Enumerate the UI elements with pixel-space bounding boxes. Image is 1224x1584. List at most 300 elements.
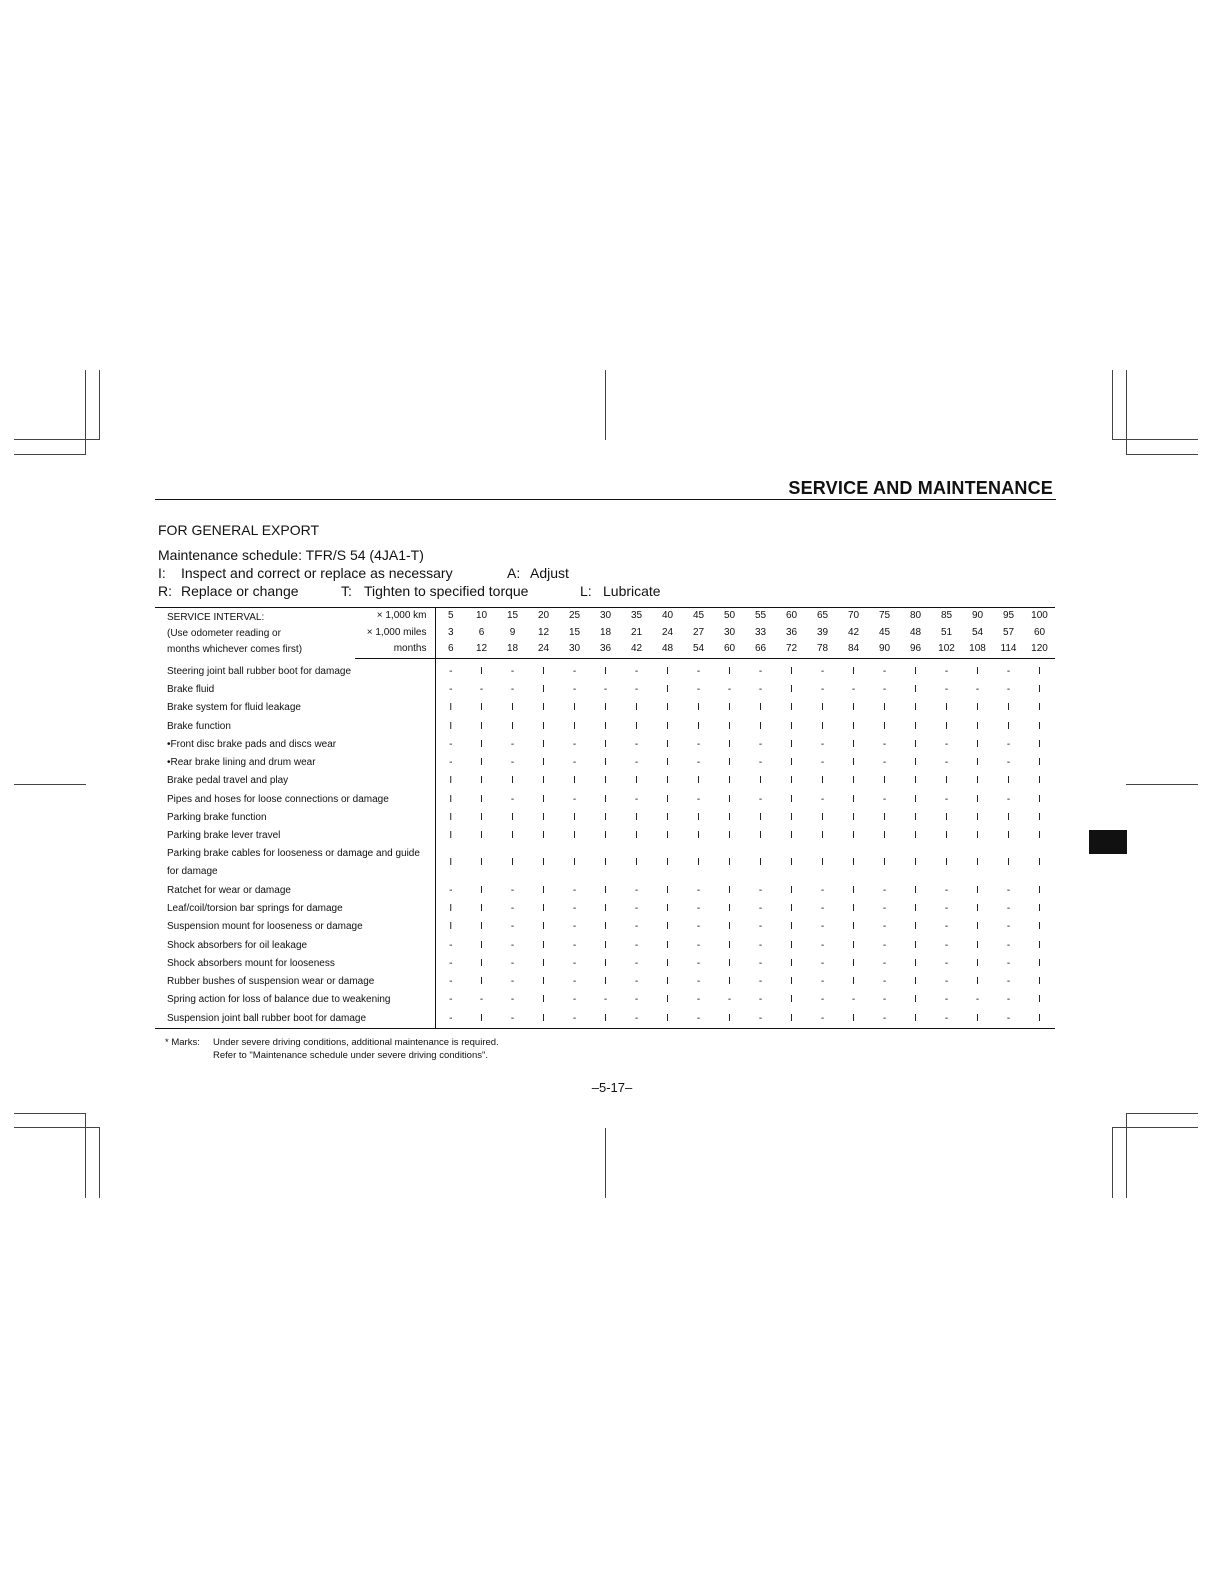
schedule-mark: I: [1038, 976, 1041, 988]
item-label: Parking brake function: [155, 809, 435, 827]
table-row: [155, 736, 1055, 754]
schedule-mark: I: [449, 775, 453, 787]
schedule-mark: I: [976, 757, 979, 769]
schedule-mark: -: [1006, 939, 1011, 951]
schedule-mark: I: [542, 1012, 545, 1024]
schedule-mark: I: [635, 812, 638, 824]
interval-miles-cell: 42: [847, 626, 860, 638]
schedule-mark: -: [479, 683, 484, 695]
interval-miles-cell: 48: [909, 626, 922, 638]
interval-miles-cell: 57: [1002, 626, 1015, 638]
schedule-mark: I: [1038, 830, 1041, 842]
table-row: [155, 900, 1055, 918]
schedule-mark: -: [572, 994, 577, 1006]
schedule-mark: I: [728, 738, 731, 750]
schedule-mark: I: [790, 976, 793, 988]
schedule-mark: I: [945, 830, 948, 842]
table-row: [155, 845, 1055, 881]
schedule-mark: -: [758, 757, 763, 769]
schedule-mark: I: [480, 702, 483, 714]
interval-months-cell: 42: [621, 641, 652, 658]
schedule-mark: -: [696, 757, 701, 769]
schedule-mark: I: [976, 720, 979, 732]
item-label: Shock absorbers for oil leakage: [155, 936, 435, 954]
schedule-mark: -: [820, 884, 825, 896]
schedule-mark: I: [1038, 994, 1041, 1006]
schedule-mark: I: [542, 902, 545, 914]
schedule-mark: -: [510, 902, 515, 914]
schedule-mark: I: [728, 757, 731, 769]
schedule-mark: I: [821, 857, 824, 869]
schedule-mark: I: [449, 720, 453, 732]
schedule-mark: -: [758, 1012, 763, 1024]
schedule-mark: I: [604, 738, 607, 750]
interval-km-cell: 40: [661, 610, 674, 622]
schedule-mark: I: [697, 775, 700, 787]
schedule-mark: -: [758, 939, 763, 951]
schedule-mark: I: [542, 994, 545, 1006]
schedule-mark: I: [1038, 775, 1041, 787]
schedule-mark: I: [976, 857, 979, 869]
schedule-mark: I: [790, 757, 793, 769]
schedule-mark: I: [480, 1012, 483, 1024]
schedule-mark: I: [604, 921, 607, 933]
schedule-mark: I: [542, 757, 545, 769]
crop-mark: [1112, 370, 1113, 440]
schedule-mark: I: [697, 812, 700, 824]
legend-text: Replace or change: [181, 583, 299, 599]
schedule-mark: I: [480, 775, 483, 787]
schedule-mark: -: [572, 939, 577, 951]
schedule-mark: -: [449, 665, 453, 677]
interval-miles-cell: 15: [568, 626, 581, 638]
schedule-mark: -: [572, 738, 577, 750]
schedule-mark: I: [666, 921, 669, 933]
interval-miles-cell: 18: [599, 626, 612, 638]
legend-text: Tighten to specified torque: [364, 583, 529, 599]
schedule-mark: I: [511, 702, 514, 714]
schedule-mark: I: [976, 884, 979, 896]
schedule-mark: I: [635, 775, 638, 787]
schedule-mark: -: [634, 902, 639, 914]
item-label: Brake system for fluid leakage: [155, 699, 435, 717]
schedule-mark: I: [728, 884, 731, 896]
schedule-mark: I: [914, 702, 917, 714]
schedule-mark: -: [758, 976, 763, 988]
schedule-mark: -: [572, 976, 577, 988]
schedule-mark: I: [728, 775, 731, 787]
legend-tighten: [341, 583, 528, 599]
schedule-mark: -: [882, 738, 887, 750]
schedule-mark: I: [790, 902, 793, 914]
crop-mark: [605, 1128, 606, 1198]
region-heading: FOR GENERAL EXPORT: [158, 522, 320, 538]
schedule-mark: I: [976, 976, 979, 988]
schedule-mark: I: [542, 683, 545, 695]
crop-mark: [85, 1113, 86, 1198]
schedule-mark: -: [449, 994, 453, 1006]
interval-months-cell: 60: [714, 641, 745, 658]
schedule-mark: I: [976, 665, 979, 677]
schedule-mark: I: [697, 702, 700, 714]
schedule-mark: -: [820, 738, 825, 750]
schedule-mark: -: [1006, 976, 1011, 988]
schedule-mark: -: [696, 994, 701, 1006]
schedule-mark: I: [480, 902, 483, 914]
schedule-mark: I: [542, 939, 545, 951]
schedule-mark: I: [573, 720, 576, 732]
schedule-mark: I: [604, 830, 607, 842]
schedule-mark: -: [758, 683, 763, 695]
schedule-mark: -: [1006, 683, 1011, 695]
interval-km-cell: 100: [1031, 610, 1048, 622]
unit-label: × 1,000 km: [355, 608, 435, 625]
table-row: [155, 699, 1055, 717]
schedule-mark: -: [758, 902, 763, 914]
interval-months-cell: 96: [900, 641, 931, 658]
schedule-mark: -: [1006, 921, 1011, 933]
schedule-mark: I: [759, 720, 762, 732]
interval-label-line: (Use odometer reading or: [167, 628, 281, 639]
legend-lubricate: [580, 583, 661, 599]
schedule-mark: I: [511, 720, 514, 732]
schedule-mark: I: [604, 902, 607, 914]
interval-km-cell: 10: [475, 610, 488, 622]
schedule-mark: -: [758, 884, 763, 896]
item-label: Suspension joint ball rubber boot for damage: [155, 1010, 435, 1029]
schedule-mark: I: [480, 939, 483, 951]
section-title: SERVICE AND MAINTENANCE: [788, 478, 1053, 498]
schedule-mark: -: [696, 939, 701, 951]
schedule-mark: I: [852, 1012, 855, 1024]
schedule-mark: I: [1038, 957, 1041, 969]
interval-months-cell: 12: [466, 641, 497, 658]
schedule-mark: I: [1007, 720, 1010, 732]
schedule-mark: I: [852, 720, 855, 732]
schedule-mark: -: [758, 793, 763, 805]
schedule-mark: I: [573, 702, 576, 714]
schedule-mark: -: [696, 1012, 701, 1024]
interval-months-cell: 120: [1024, 641, 1055, 658]
interval-miles-cell: 6: [478, 626, 485, 638]
schedule-mark: -: [449, 939, 453, 951]
schedule-mark: I: [914, 683, 917, 695]
crop-mark: [85, 370, 86, 455]
schedule-mark: I: [604, 976, 607, 988]
schedule-mark: -: [510, 957, 515, 969]
interval-miles-cell: 3: [447, 626, 454, 638]
schedule-mark: -: [449, 683, 453, 695]
schedule-mark: I: [1038, 857, 1041, 869]
crop-mark: [99, 1127, 100, 1198]
schedule-mark: -: [510, 884, 515, 896]
schedule-mark: I: [945, 720, 948, 732]
schedule-mark: I: [1007, 857, 1010, 869]
schedule-mark: -: [820, 683, 825, 695]
schedule-mark: I: [1038, 665, 1041, 677]
schedule-mark: I: [852, 775, 855, 787]
schedule-mark: I: [852, 857, 855, 869]
footnote-line2: Refer to "Maintenance schedule under severe driving conditions".: [213, 1050, 489, 1061]
schedule-mark: I: [542, 775, 545, 787]
schedule-mark: I: [1038, 812, 1041, 824]
schedule-mark: I: [604, 812, 607, 824]
schedule-mark: I: [480, 757, 483, 769]
schedule-mark: I: [883, 857, 886, 869]
interval-km-cell: 25: [568, 610, 581, 622]
schedule-mark: I: [604, 775, 607, 787]
schedule-mark: I: [976, 1012, 979, 1024]
schedule-mark: I: [480, 976, 483, 988]
schedule-mark: I: [666, 738, 669, 750]
schedule-mark: -: [758, 957, 763, 969]
schedule-mark: -: [820, 902, 825, 914]
interval-months-cell: 30: [559, 641, 590, 658]
schedule-mark: -: [572, 884, 577, 896]
schedule-mark: -: [851, 994, 856, 1006]
table-row: [155, 717, 1055, 735]
interval-miles-cell: 21: [630, 626, 643, 638]
interval-km-cell: 5: [447, 610, 454, 622]
schedule-mark: I: [542, 830, 545, 842]
schedule-mark: I: [604, 857, 607, 869]
schedule-mark: I: [852, 902, 855, 914]
schedule-mark: I: [976, 793, 979, 805]
table-row: [155, 973, 1055, 991]
schedule-mark: -: [882, 683, 887, 695]
schedule-mark: -: [882, 939, 887, 951]
schedule-mark: -: [510, 921, 515, 933]
schedule-mark: -: [634, 738, 639, 750]
schedule-mark: -: [758, 921, 763, 933]
schedule-mark: I: [914, 738, 917, 750]
schedule-mark: I: [573, 857, 576, 869]
schedule-mark: I: [759, 812, 762, 824]
table-row: [155, 809, 1055, 827]
schedule-mark: I: [666, 665, 669, 677]
schedule-mark: I: [604, 757, 607, 769]
schedule-mark: I: [945, 702, 948, 714]
interval-months-cell: 102: [931, 641, 962, 658]
crop-mark: [1126, 454, 1198, 455]
schedule-mark: I: [666, 902, 669, 914]
schedule-mark: I: [728, 857, 731, 869]
schedule-mark: I: [790, 793, 793, 805]
schedule-mark: -: [696, 921, 701, 933]
schedule-mark: I: [914, 830, 917, 842]
table-row: [155, 791, 1055, 809]
schedule-mark: I: [666, 683, 669, 695]
schedule-mark: I: [635, 702, 638, 714]
schedule-mark: I: [914, 921, 917, 933]
interval-label-line: months whichever comes first): [167, 644, 303, 655]
interval-label-line: SERVICE INTERVAL:: [167, 612, 265, 623]
schedule-mark: I: [728, 702, 731, 714]
schedule-mark: -: [696, 793, 701, 805]
schedule-mark: I: [914, 793, 917, 805]
table-row: [155, 772, 1055, 790]
schedule-mark: I: [728, 976, 731, 988]
item-label: •Front disc brake pads and discs wear: [155, 736, 435, 754]
interval-miles-cell: 24: [661, 626, 674, 638]
schedule-mark: I: [852, 793, 855, 805]
schedule-mark: -: [572, 957, 577, 969]
interval-months-cell: 24: [528, 641, 559, 658]
schedule-mark: -: [758, 994, 763, 1006]
interval-miles-cell: 36: [785, 626, 798, 638]
schedule-mark: I: [852, 665, 855, 677]
schedule-mark: I: [914, 857, 917, 869]
item-label: •Rear brake lining and drum wear: [155, 754, 435, 772]
schedule-mark: I: [666, 757, 669, 769]
interval-miles-cell: 12: [537, 626, 550, 638]
table-row: [155, 754, 1055, 772]
schedule-mark: -: [572, 902, 577, 914]
schedule-mark: I: [728, 830, 731, 842]
schedule-mark: I: [666, 720, 669, 732]
schedule-mark: -: [449, 738, 453, 750]
schedule-mark: I: [449, 902, 453, 914]
schedule-mark: I: [914, 902, 917, 914]
schedule-mark: I: [790, 957, 793, 969]
schedule-mark: -: [820, 939, 825, 951]
schedule-mark: I: [728, 902, 731, 914]
legend-key: L:: [580, 583, 592, 599]
schedule-mark: I: [728, 665, 731, 677]
schedule-mark: -: [820, 976, 825, 988]
schedule-mark: I: [790, 994, 793, 1006]
schedule-mark: -: [572, 1012, 577, 1024]
schedule-mark: -: [944, 939, 949, 951]
schedule-mark: -: [975, 683, 980, 695]
schedule-mark: -: [603, 994, 608, 1006]
schedule-mark: -: [944, 994, 949, 1006]
schedule-mark: I: [511, 775, 514, 787]
crop-mark: [1126, 1113, 1127, 1198]
schedule-mark: -: [820, 665, 825, 677]
schedule-mark: -: [1006, 1012, 1011, 1024]
service-interval-label: [155, 608, 355, 659]
schedule-mark: -: [572, 665, 577, 677]
schedule-mark: I: [480, 793, 483, 805]
schedule-mark: -: [882, 921, 887, 933]
schedule-mark: -: [1006, 665, 1011, 677]
interval-months-cell: 48: [652, 641, 683, 658]
schedule-mark: -: [449, 957, 453, 969]
schedule-mark: -: [882, 665, 887, 677]
schedule-mark: I: [604, 884, 607, 896]
schedule-mark: I: [666, 957, 669, 969]
schedule-mark: I: [1038, 902, 1041, 914]
schedule-mark: -: [944, 757, 949, 769]
schedule-mark: I: [976, 702, 979, 714]
schedule-mark: -: [820, 757, 825, 769]
schedule-mark: I: [883, 775, 886, 787]
schedule-mark: I: [542, 793, 545, 805]
schedule-mark: -: [510, 1012, 515, 1024]
schedule-mark: I: [542, 857, 545, 869]
crop-mark: [99, 370, 100, 440]
schedule-mark: I: [666, 1012, 669, 1024]
schedule-mark: I: [542, 702, 545, 714]
schedule-mark: -: [1006, 793, 1011, 805]
schedule-mark: -: [1006, 738, 1011, 750]
schedule-mark: -: [510, 994, 515, 1006]
interval-months-cell: 84: [838, 641, 869, 658]
schedule-mark: -: [510, 976, 515, 988]
schedule-mark: I: [604, 720, 607, 732]
schedule-mark: I: [976, 939, 979, 951]
crop-mark: [1126, 370, 1127, 455]
schedule-mark: I: [852, 738, 855, 750]
schedule-mark: -: [882, 994, 887, 1006]
interval-months-cell: 36: [590, 641, 621, 658]
schedule-mark: I: [697, 720, 700, 732]
schedule-mark: -: [882, 902, 887, 914]
schedule-mark: I: [976, 921, 979, 933]
schedule-mark: I: [635, 830, 638, 842]
schedule-mark: I: [790, 665, 793, 677]
schedule-mark: I: [728, 812, 731, 824]
schedule-mark: -: [944, 738, 949, 750]
schedule-mark: I: [852, 812, 855, 824]
schedule-mark: I: [666, 793, 669, 805]
interval-miles-cell: 27: [692, 626, 705, 638]
schedule-mark: -: [1006, 884, 1011, 896]
unit-label: months: [355, 641, 435, 658]
schedule-mark: I: [914, 884, 917, 896]
schedule-mark: I: [449, 921, 453, 933]
schedule-mark: -: [634, 994, 639, 1006]
schedule-mark: I: [790, 683, 793, 695]
schedule-mark: I: [511, 857, 514, 869]
table-row: [155, 918, 1055, 936]
schedule-mark: I: [728, 720, 731, 732]
schedule-mark: I: [914, 1012, 917, 1024]
schedule-mark: I: [759, 702, 762, 714]
schedule-mark: -: [882, 793, 887, 805]
schedule-mark: I: [914, 812, 917, 824]
schedule-mark: -: [851, 683, 856, 695]
table-row: [155, 658, 1055, 681]
schedule-mark: -: [882, 957, 887, 969]
schedule-mark: I: [790, 812, 793, 824]
schedule-mark: I: [480, 857, 483, 869]
schedule-mark: -: [634, 921, 639, 933]
item-label: Parking brake lever travel: [155, 827, 435, 845]
header-row: [155, 608, 1055, 625]
schedule-mark: -: [634, 1012, 639, 1024]
table-row: [155, 991, 1055, 1009]
interval-km-cell: 35: [630, 610, 643, 622]
schedule-mark: I: [1038, 793, 1041, 805]
schedule-mark: I: [542, 738, 545, 750]
schedule-mark: I: [883, 702, 886, 714]
schedule-mark: I: [790, 830, 793, 842]
maintenance-schedule-table: [155, 607, 1055, 1029]
schedule-mark: -: [882, 1012, 887, 1024]
schedule-mark: I: [976, 738, 979, 750]
interval-km-cell: 75: [878, 610, 891, 622]
interval-km-cell: 70: [847, 610, 860, 622]
item-label: Parking brake cables for looseness or damage and guide for damage: [155, 845, 435, 881]
schedule-mark: I: [480, 720, 483, 732]
schedule-mark: -: [1006, 757, 1011, 769]
schedule-mark: I: [759, 830, 762, 842]
schedule-mark: I: [914, 757, 917, 769]
schedule-mark: I: [976, 775, 979, 787]
schedule-mark: -: [727, 994, 732, 1006]
